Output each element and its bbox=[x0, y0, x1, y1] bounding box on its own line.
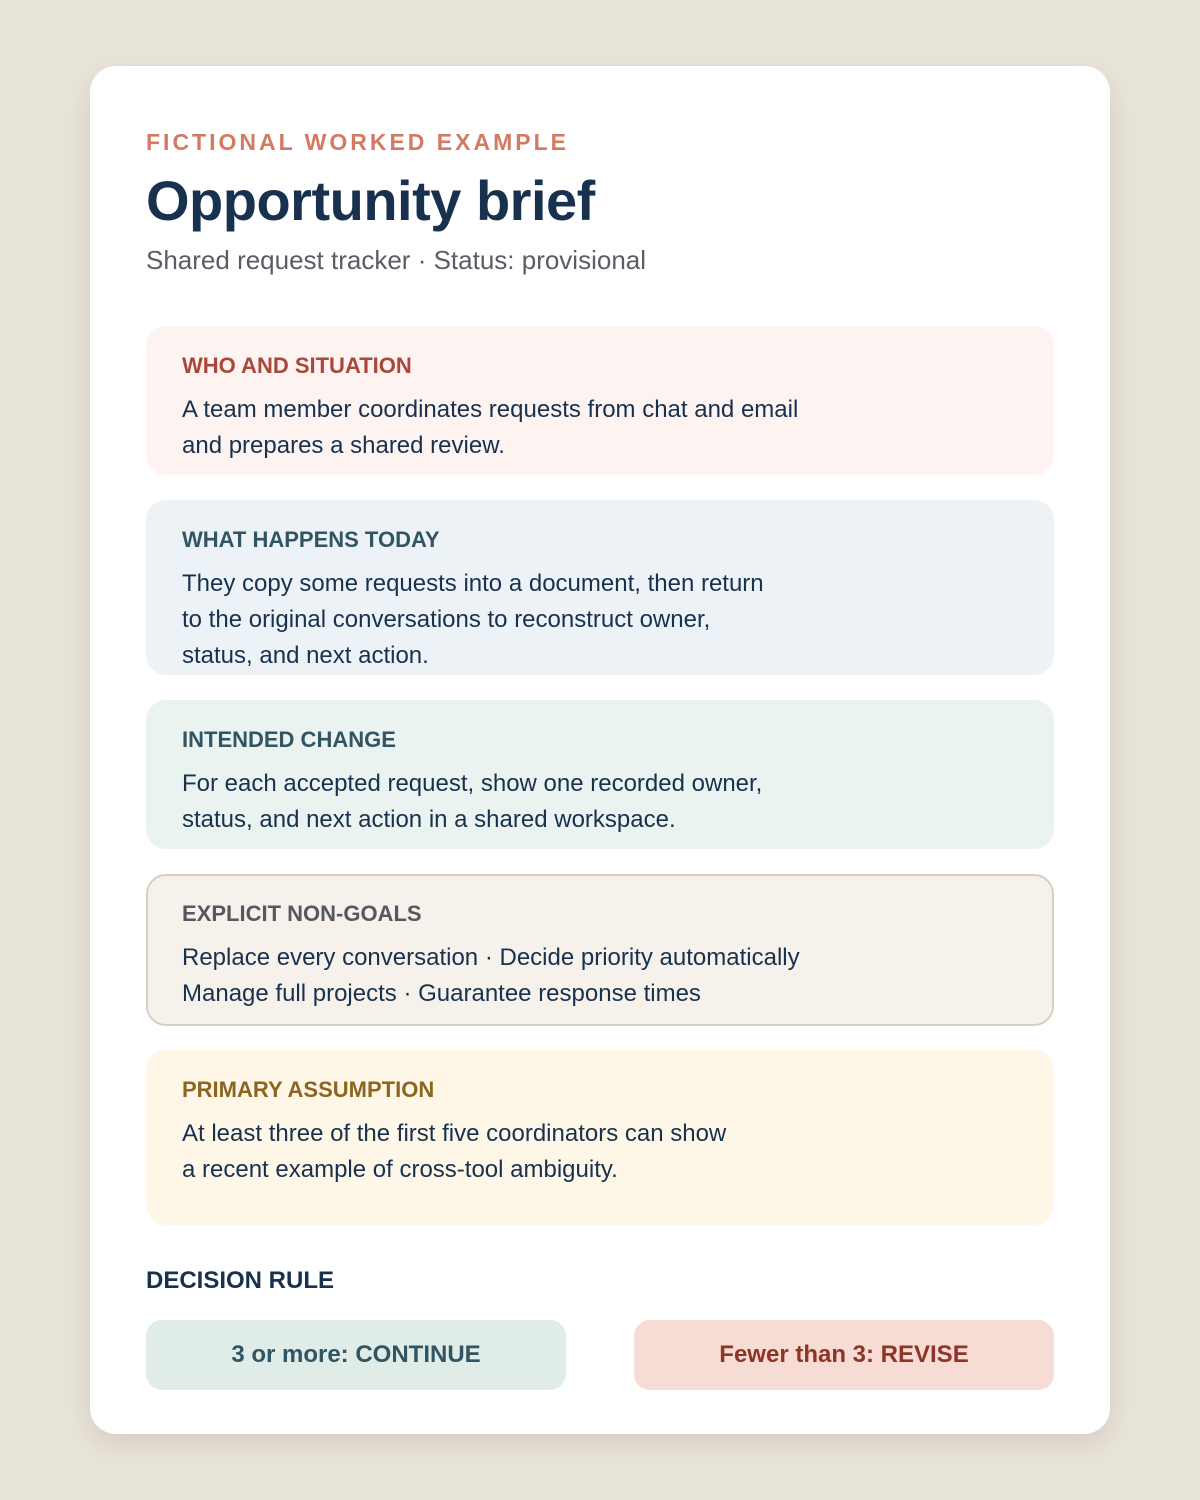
page-subtitle: Shared request tracker · Status: provisional bbox=[146, 245, 647, 275]
section-body bbox=[182, 566, 902, 674]
opportunity-brief-card bbox=[90, 66, 1110, 1434]
body-line: to the original conversations to reconstruct owner, bbox=[182, 606, 711, 633]
body-line: status, and next action. bbox=[182, 642, 429, 669]
section-primary-assumption bbox=[146, 1050, 1054, 1225]
body-line: Manage full projects · Guarantee response times bbox=[182, 980, 701, 1007]
section-heading: EXPLICIT NON-GOALS bbox=[182, 901, 422, 926]
page-title: Opportunity brief bbox=[146, 169, 595, 232]
revise-outcome-badge: Fewer than 3: REVISE bbox=[634, 1320, 1054, 1390]
section-heading: PRIMARY ASSUMPTION bbox=[182, 1077, 435, 1102]
body-line: and prepares a shared review. bbox=[182, 432, 505, 459]
section-body bbox=[182, 392, 902, 464]
section-what-happens-today bbox=[146, 500, 1054, 675]
body-line: At least three of the first five coordinators can show bbox=[182, 1120, 727, 1147]
section-body bbox=[182, 766, 902, 838]
section-heading: INTENDED CHANGE bbox=[182, 727, 396, 752]
section-heading: WHO AND SITUATION bbox=[182, 353, 412, 378]
body-line: A team member coordinates requests from chat and email bbox=[182, 396, 799, 423]
section-heading: WHAT HAPPENS TODAY bbox=[182, 527, 440, 552]
section-body bbox=[182, 1116, 902, 1188]
decision-rule-label: DECISION RULE bbox=[146, 1267, 335, 1294]
body-line: status, and next action in a shared workspace. bbox=[182, 806, 676, 833]
body-line: a recent example of cross-tool ambiguity. bbox=[182, 1156, 618, 1183]
section-intended-change bbox=[146, 700, 1054, 849]
body-line: For each accepted request, show one recorded owner, bbox=[182, 770, 763, 797]
section-explicit-non-goals bbox=[146, 874, 1054, 1026]
body-line: Replace every conversation · Decide priority automatically bbox=[182, 944, 800, 971]
body-line: They copy some requests into a document, then return bbox=[182, 570, 764, 597]
section-who-and-situation bbox=[146, 326, 1054, 475]
section-body bbox=[182, 940, 902, 1012]
continue-outcome-badge: 3 or more: CONTINUE bbox=[146, 1320, 566, 1390]
eyebrow-label: FICTIONAL WORKED EXAMPLE bbox=[146, 129, 569, 155]
